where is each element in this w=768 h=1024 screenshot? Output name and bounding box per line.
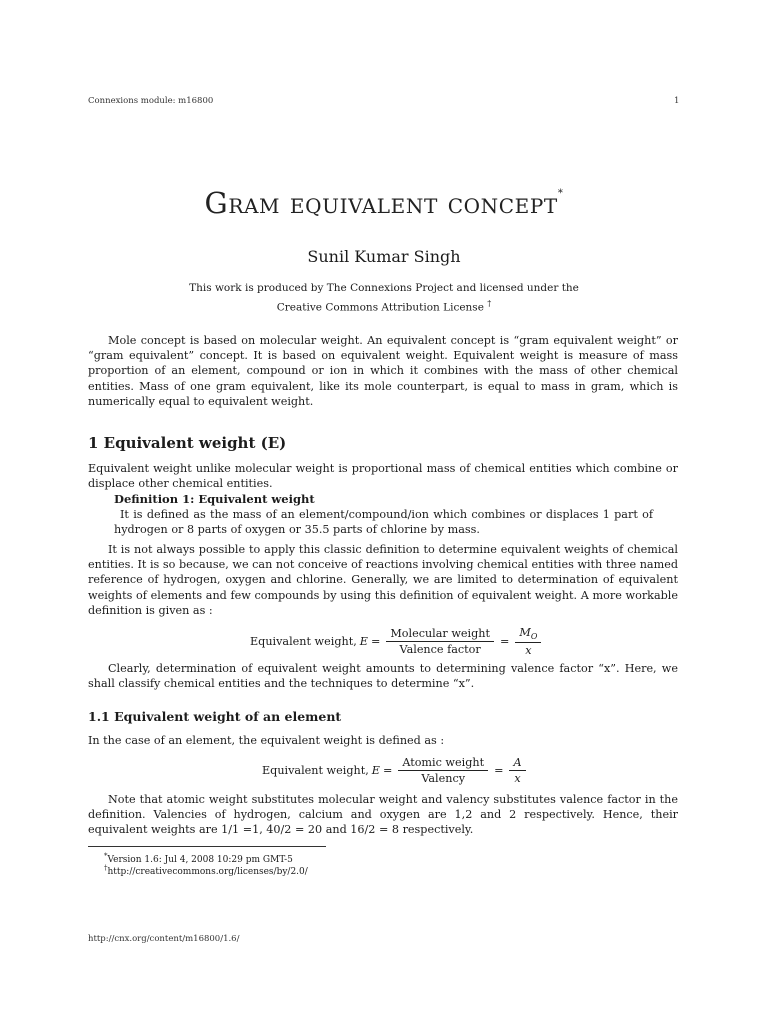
eq1-var: E [359, 635, 368, 649]
eq1-equals: = [370, 635, 381, 649]
section-1-paragraph-3: Clearly, determination of equivalent weight amounts to determining valence factor “x”. Here, we shall classify chemical entities and the techniques to determine “x”. [88, 662, 678, 691]
eq1-fraction-1 [386, 627, 494, 656]
eq1-denominator-2: x [525, 644, 532, 658]
eq1-fraction-2 [515, 626, 541, 657]
footnote-2 [104, 862, 308, 878]
title-footnote-marker: * [557, 188, 564, 199]
license-line-2: Creative Commons Attribution License [276, 301, 484, 314]
eq2-fraction-2 [509, 756, 525, 785]
footnote-rule [88, 846, 326, 847]
section-1-heading: 1 Equivalent weight (E) [88, 434, 287, 452]
eq1-lhs: Equivalent weight, [250, 635, 357, 649]
eq1-numerator-2 [515, 626, 541, 643]
license-line-1: This work is produced by The Connexions Project and licensed under the [189, 282, 579, 294]
header-module: Connexions module: m16800 [88, 96, 214, 106]
definition-title: Definition 1: Equivalent weight [114, 492, 315, 506]
author-name: Sunil Kumar Singh [307, 247, 461, 266]
intro-paragraph: Mole concept is based on molecular weight. An equivalent concept is “gram equivalent weight” or “gram equivalent” concept. It is based on equivalent weight. Equivalent weight is measure of mass proportion of an element, compound or ion in which it combines with the mass of other chemical entities. Mass of one gram equivalent, like its mole counterpart, is equal to mass in gram, which is numerically equal to equivalent weight. [88, 334, 678, 408]
eq2-equals: = [382, 764, 393, 777]
footnote-1-marker: * [104, 852, 108, 860]
document-title [0, 186, 768, 220]
eq2-lhs: Equivalent weight, [262, 764, 369, 777]
license-statement [0, 281, 768, 316]
eq1-equals-2: = [499, 635, 510, 649]
footnote-2-marker: † [104, 864, 108, 872]
footnote-1-text: Version 1.6: Jul 4, 2008 10:29 pm GMT-5 [107, 855, 293, 865]
section-1-paragraph-2: It is not always possible to apply this classic definition to determine equivalent weights of chemical entities. It is so because, we can not conceive of reactions involving chemical entities with three named reference of hydrogen, oxygen and chlorine. Generally, we are limited to determination of equivalent weights of elements and few compounds by using this definition of equivalent weight. A more workable definition is given as : [88, 543, 678, 617]
footer-url[interactable]: http://cnx.org/content/m16800/1.6/ [88, 934, 240, 944]
eq1-numerator-2-main: M [519, 626, 531, 639]
eq2-numerator-2: A [509, 756, 525, 771]
eq1-numerator-2-sub: O [530, 632, 538, 642]
license-footnote-marker: † [487, 299, 492, 308]
section-1-paragraph-1: Equivalent weight unlike molecular weight is proportional mass of chemical entities which combine or displace other chemical entities. [88, 462, 678, 491]
section-1-1-paragraph-2: Note that atomic weight substitutes molecular weight and valency substitutes valence factor in the definition. Valencies of hydrogen, calcium and oxygen are 1,2 and 2 respectively. Hence, their equivalent weights are 1/1 =1, 40/2 = 20 and 16/2 = 8 respectively. [88, 793, 678, 837]
eq2-var: E [371, 764, 380, 777]
eq2-denominator-2: x [514, 772, 521, 785]
title-text: Gram equivalent concept [204, 186, 558, 220]
header-page-number: 1 [674, 96, 680, 106]
footnote-2-link[interactable]: http://creativecommons.org/licenses/by/2.0/ [107, 867, 308, 877]
section-1-1-heading: 1.1 Equivalent weight of an element [88, 709, 342, 724]
definition-body: It is defined as the mass of an element/compound/ion which combines or displaces 1 part of hydrogen or 8 parts of oxygen or 35.5 parts of chlorine by mass. [114, 508, 653, 537]
eq2-fraction-1 [398, 756, 488, 785]
eq2-equals-2: = [494, 764, 504, 777]
equation-equivalent-weight [250, 626, 544, 657]
eq2-denominator-1: Valency [421, 772, 466, 785]
section-1-1-paragraph-1: In the case of an element, the equivalent weight is defined as : [88, 734, 445, 747]
equation-element-equivalent-weight [262, 756, 529, 785]
eq1-numerator-1: Molecular weight [386, 627, 494, 642]
eq2-numerator-1: Atomic weight [398, 756, 488, 771]
eq1-denominator-1: Valence factor [399, 643, 481, 657]
